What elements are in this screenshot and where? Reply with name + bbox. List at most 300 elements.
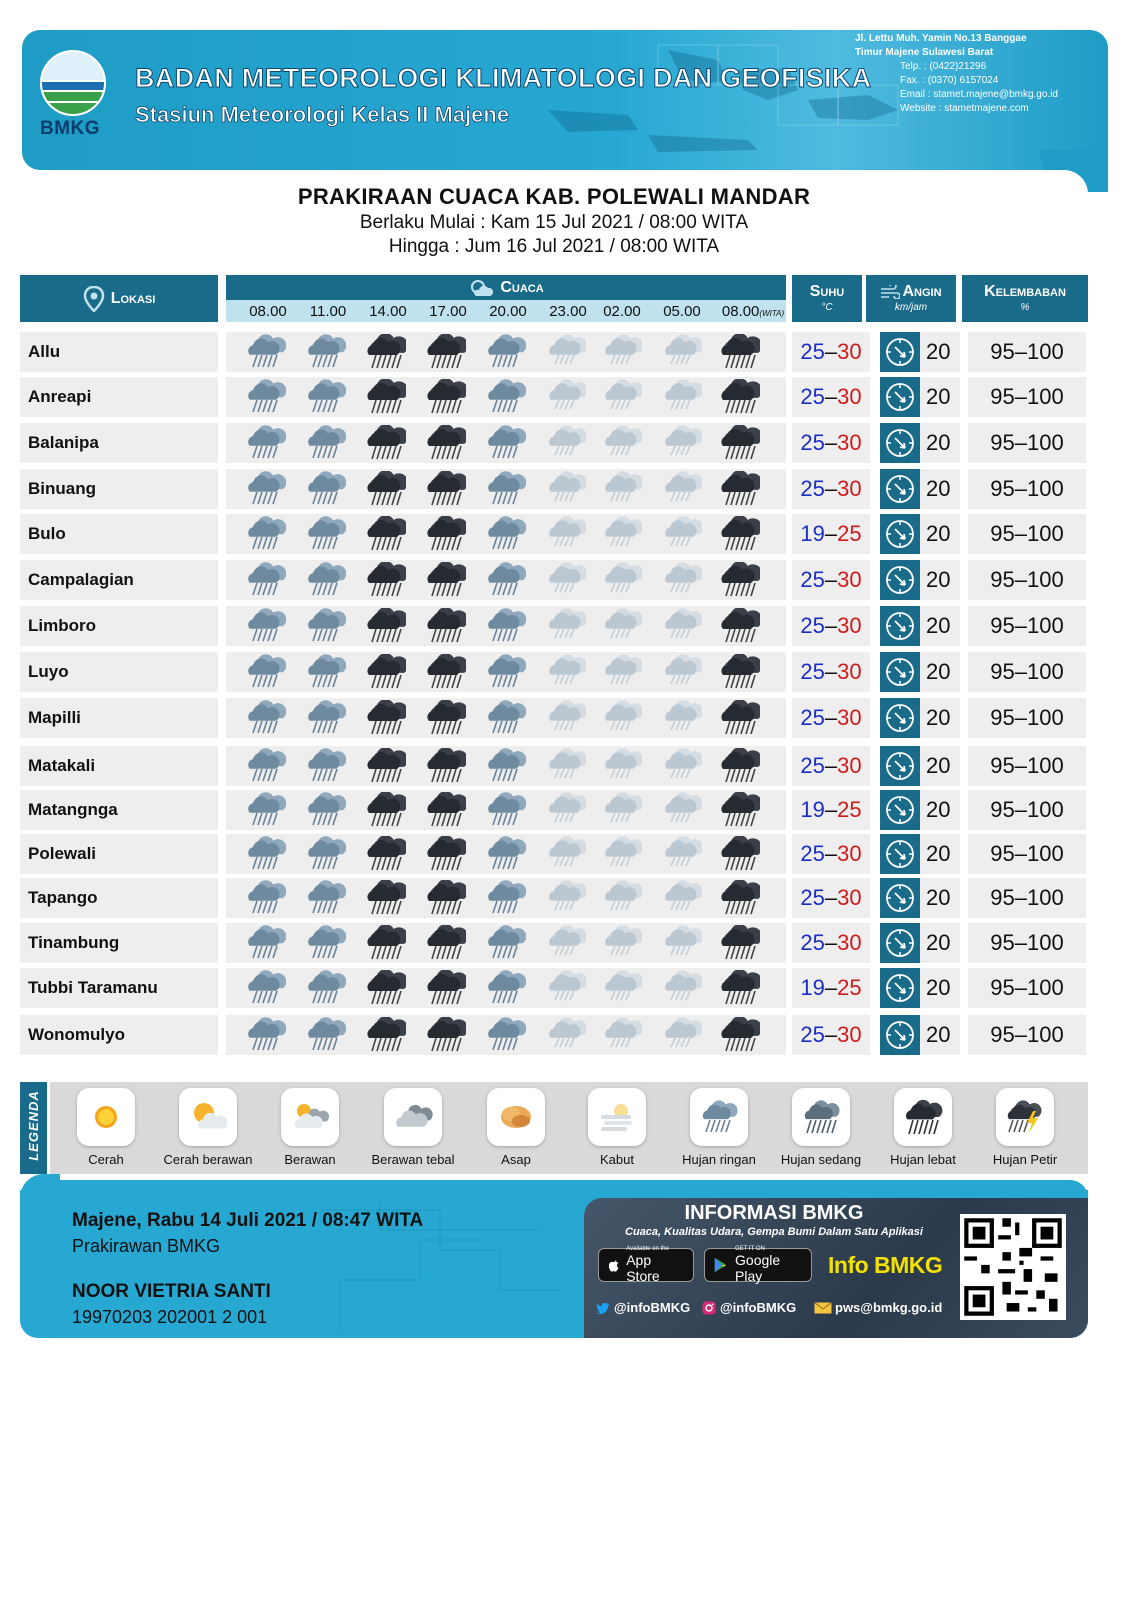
location-name: Luyo — [20, 652, 218, 692]
location-name: Binuang — [20, 469, 218, 509]
legend-item — [669, 1088, 769, 1167]
weather-hujan-ringan-icon — [306, 471, 346, 507]
table-row — [20, 514, 1110, 554]
weather-hujan-ringan-icon — [246, 700, 286, 736]
hujan-petir-icon — [996, 1088, 1054, 1146]
weather-hujan-lebat-icon — [720, 1017, 760, 1053]
wind-speed: 20 — [926, 476, 951, 501]
instagram-handle[interactable] — [702, 1300, 796, 1315]
weather-hujan-ringan-icon — [306, 654, 346, 690]
weather-berawan-gerimis-icon — [662, 925, 702, 961]
time-slot: 05.00 — [663, 303, 701, 320]
weather-berawan-gerimis-icon — [662, 425, 702, 461]
weather-hujan-ringan-icon — [246, 425, 286, 461]
valid-to: Hingga : Jum 16 Jul 2021 / 08:00 WITA — [388, 236, 720, 257]
time-slot: 11.00 — [309, 303, 347, 320]
legend-item — [260, 1088, 360, 1167]
weather-hujan-lebat-icon — [426, 562, 466, 598]
wind-speed: 20 — [926, 384, 951, 409]
address-line1: Jl. Lettu Muh. Yamin No.13 Banggae — [855, 33, 1027, 44]
weather-hujan-lebat-icon — [720, 700, 760, 736]
temp-separator: – — [824, 567, 838, 592]
wind-direction-icon — [880, 746, 920, 786]
weather-cells — [226, 560, 786, 600]
location-name: Campalagian — [20, 560, 218, 600]
temp-max: 30 — [837, 930, 862, 955]
weather-hujan-ringan-icon — [246, 471, 286, 507]
wind-speed: 20 — [926, 339, 951, 364]
column-header-lokasi — [20, 275, 218, 322]
weather-hujan-ringan-icon — [486, 425, 526, 461]
temp-separator: – — [824, 384, 838, 409]
wind-direction-icon — [880, 968, 920, 1008]
wind-speed: 20 — [926, 521, 951, 546]
weather-hujan-lebat-icon — [720, 379, 760, 415]
weather-hujan-ringan-icon — [306, 1017, 346, 1053]
weather-cells — [226, 968, 786, 1008]
qr-code[interactable] — [960, 1214, 1066, 1320]
weather-berawan-gerimis-icon — [602, 425, 642, 461]
weather-hujan-ringan-icon — [306, 792, 346, 828]
temperature-range — [792, 1015, 870, 1055]
location-name: Limboro — [20, 606, 218, 646]
weather-cells — [226, 834, 786, 874]
temp-max: 30 — [837, 430, 862, 455]
wind — [880, 652, 960, 692]
weather-hujan-lebat-icon — [366, 792, 406, 828]
weather-hujan-lebat-icon — [366, 379, 406, 415]
google-play-icon — [713, 1256, 729, 1274]
temp-separator: – — [824, 476, 838, 501]
temp-max: 25 — [837, 797, 862, 822]
temp-separator: – — [824, 930, 838, 955]
suhu-unit: °C — [821, 302, 833, 313]
temperature-range — [792, 560, 870, 600]
location-pin-icon — [83, 286, 105, 312]
weather-hujan-ringan-icon — [486, 471, 526, 507]
temp-min: 25 — [800, 1022, 825, 1047]
weather-berawan-gerimis-icon — [602, 970, 642, 1006]
temp-min: 19 — [800, 797, 825, 822]
table-row — [20, 606, 1110, 646]
weather-berawan-gerimis-icon — [662, 880, 702, 916]
humidity: 95–100 — [968, 332, 1086, 372]
temp-max: 30 — [837, 384, 862, 409]
forecaster-name: NOOR VIETRIA SANTI — [72, 1281, 271, 1302]
weather-berawan-gerimis-icon — [602, 925, 642, 961]
weather-hujan-ringan-icon — [246, 608, 286, 644]
weather-hujan-ringan-icon — [246, 516, 286, 552]
wind-direction-icon — [880, 469, 920, 509]
humidity: 95–100 — [968, 790, 1086, 830]
weather-hujan-lebat-icon — [366, 608, 406, 644]
weather-berawan-gerimis-icon — [546, 748, 586, 784]
weather-hujan-ringan-icon — [486, 562, 526, 598]
weather-cells — [226, 606, 786, 646]
temperature-range — [792, 968, 870, 1008]
weather-berawan-gerimis-icon — [662, 654, 702, 690]
table-row — [20, 790, 1110, 830]
weather-berawan-gerimis-icon — [546, 792, 586, 828]
temp-max: 30 — [837, 1022, 862, 1047]
weather-berawan-gerimis-icon — [662, 970, 702, 1006]
weather-berawan-gerimis-icon — [602, 608, 642, 644]
legend-item — [56, 1088, 156, 1167]
app-store-label: App Store — [626, 1252, 660, 1284]
table-row — [20, 834, 1110, 874]
bmkg-logo — [40, 50, 112, 142]
weather-hujan-ringan-icon — [246, 925, 286, 961]
weather-berawan-gerimis-icon — [662, 836, 702, 872]
info-title: INFORMASI BMKG — [684, 1202, 864, 1224]
weather-hujan-lebat-icon — [366, 925, 406, 961]
humidity: 95–100 — [968, 652, 1086, 692]
weather-hujan-ringan-icon — [306, 334, 346, 370]
wind-speed: 20 — [926, 1022, 951, 1047]
google-play-small: GET IT ON — [735, 1246, 765, 1252]
weather-berawan-gerimis-icon — [602, 562, 642, 598]
temp-min: 25 — [800, 659, 825, 684]
kabut-icon — [588, 1088, 646, 1146]
wind — [880, 923, 960, 963]
wind — [880, 790, 960, 830]
weather-berawan-gerimis-icon — [546, 970, 586, 1006]
location-name: Allu — [20, 332, 218, 372]
temperature-range — [792, 514, 870, 554]
temperature-range — [792, 377, 870, 417]
app-store-small: Available on the — [626, 1246, 669, 1252]
lokasi-label: Lokasi — [110, 289, 156, 307]
twitter-icon — [596, 1302, 610, 1314]
weather-hujan-ringan-icon — [486, 792, 526, 828]
location-name: Anreapi — [20, 377, 218, 417]
weather-hujan-lebat-icon — [366, 562, 406, 598]
temperature-range — [792, 746, 870, 786]
legend-label: Hujan Petir — [992, 1152, 1058, 1167]
wind-direction-icon — [880, 652, 920, 692]
wind-speed: 20 — [926, 885, 951, 910]
legend-label: Kabut — [600, 1152, 634, 1167]
weather-hujan-lebat-icon — [366, 700, 406, 736]
humidity: 95–100 — [968, 878, 1086, 918]
wind-direction-icon — [880, 377, 920, 417]
weather-hujan-ringan-icon — [306, 379, 346, 415]
weather-hujan-lebat-icon — [426, 700, 466, 736]
location-name: Matakali — [20, 746, 218, 786]
legend-label: Hujan lebat — [890, 1152, 956, 1167]
wind-direction-icon — [880, 923, 920, 963]
temperature-range — [792, 698, 870, 738]
weather-berawan-gerimis-icon — [602, 748, 642, 784]
wind — [880, 834, 960, 874]
weather-hujan-lebat-icon — [366, 516, 406, 552]
asap-icon — [487, 1088, 545, 1146]
weather-cells — [226, 332, 786, 372]
temp-min: 25 — [800, 841, 825, 866]
forecaster-nip: 19970203 202001 2 001 — [72, 1307, 268, 1327]
envelope-icon — [814, 1302, 832, 1314]
wind — [880, 1015, 960, 1055]
hujan-sedang-icon — [792, 1088, 850, 1146]
weather-hujan-lebat-icon — [366, 425, 406, 461]
humidity: 95–100 — [968, 698, 1086, 738]
legend-tag — [20, 1082, 50, 1174]
weather-cells — [226, 423, 786, 463]
table-row — [20, 923, 1110, 963]
temperature-range — [792, 834, 870, 874]
weather-berawan-gerimis-icon — [662, 792, 702, 828]
weather-hujan-lebat-icon — [426, 608, 466, 644]
wind — [880, 469, 960, 509]
angin-label: Angin — [902, 283, 942, 300]
info-email-text: pws@bmkg.go.id — [835, 1300, 943, 1315]
weather-hujan-ringan-icon — [246, 836, 286, 872]
humidity: 95–100 — [968, 469, 1086, 509]
temp-separator: – — [824, 975, 838, 1000]
website: Website : stametmajene.com — [900, 103, 1029, 114]
weather-hujan-lebat-icon — [426, 748, 466, 784]
weather-cells — [226, 923, 786, 963]
wind — [880, 698, 960, 738]
wind-direction-icon — [880, 423, 920, 463]
temp-separator: – — [824, 885, 838, 910]
weather-berawan-gerimis-icon — [602, 836, 642, 872]
weather-hujan-lebat-icon — [366, 334, 406, 370]
time-slot: 08.00 — [249, 303, 287, 320]
temperature-range — [792, 790, 870, 830]
weather-hujan-ringan-icon — [306, 562, 346, 598]
weather-cells — [226, 790, 786, 830]
temp-separator: – — [824, 753, 838, 778]
location-name: Matangnga — [20, 790, 218, 830]
map-decoration — [488, 40, 908, 160]
logo-text: BMKG — [40, 118, 101, 139]
org-name: BADAN METEOROLOGI KLIMATOLOGI DAN GEOFISIKA — [135, 63, 872, 93]
wind-direction-icon — [880, 514, 920, 554]
temp-min: 25 — [800, 430, 825, 455]
phone: Telp. : (0422)21296 — [900, 61, 987, 72]
weather-berawan-gerimis-icon — [602, 792, 642, 828]
legend-item — [158, 1088, 258, 1167]
temperature-range — [792, 332, 870, 372]
wind — [880, 514, 960, 554]
weather-hujan-ringan-icon — [486, 925, 526, 961]
apple-icon — [607, 1257, 620, 1273]
temp-max: 30 — [837, 841, 862, 866]
temp-max: 30 — [837, 659, 862, 684]
berawan-icon — [281, 1088, 339, 1146]
wind-direction-icon — [880, 560, 920, 600]
column-header-cuaca — [226, 275, 786, 300]
location-name: Polewali — [20, 834, 218, 874]
wind-speed: 20 — [926, 841, 951, 866]
legend-item — [466, 1088, 566, 1167]
weather-hujan-ringan-icon — [246, 379, 286, 415]
weather-hujan-lebat-icon — [720, 471, 760, 507]
legend-item — [771, 1088, 871, 1167]
weather-hujan-lebat-icon — [426, 471, 466, 507]
weather-berawan-gerimis-icon — [546, 562, 586, 598]
temp-separator: – — [824, 705, 838, 730]
weather-hujan-ringan-icon — [246, 1017, 286, 1053]
instagram-handle-text: @infoBMKG — [720, 1300, 797, 1315]
weather-cells — [226, 377, 786, 417]
weather-berawan-gerimis-icon — [546, 836, 586, 872]
table-row — [20, 746, 1110, 786]
temp-min: 25 — [800, 753, 825, 778]
legend-label: Berawan tebal — [371, 1152, 455, 1167]
bmkg-logo-emblem — [40, 50, 106, 116]
cerah-berawan-icon — [179, 1088, 237, 1146]
wind-direction-icon — [880, 834, 920, 874]
table-row — [20, 332, 1110, 372]
weather-hujan-ringan-icon — [486, 748, 526, 784]
wind-icon — [880, 285, 900, 299]
hujan-ringan-icon — [690, 1088, 748, 1146]
weather-berawan-gerimis-icon — [602, 379, 642, 415]
temp-separator: – — [824, 841, 838, 866]
wind-direction-icon — [880, 878, 920, 918]
weather-cells — [226, 514, 786, 554]
humidity: 95–100 — [968, 514, 1086, 554]
weather-hujan-lebat-icon — [426, 379, 466, 415]
twitter-handle[interactable] — [596, 1300, 690, 1315]
weather-berawan-gerimis-icon — [662, 334, 702, 370]
weather-hujan-lebat-icon — [426, 925, 466, 961]
wind-speed: 20 — [926, 753, 951, 778]
temp-min: 25 — [800, 567, 825, 592]
temp-max: 30 — [837, 705, 862, 730]
temp-max: 30 — [837, 753, 862, 778]
temp-separator: – — [824, 613, 838, 638]
location-name: Tapango — [20, 878, 218, 918]
weather-cells — [226, 878, 786, 918]
weather-berawan-gerimis-icon — [546, 608, 586, 644]
weather-hujan-ringan-icon — [246, 334, 286, 370]
app-store-button[interactable] — [598, 1248, 694, 1282]
instagram-icon — [702, 1301, 716, 1315]
weather-hujan-ringan-icon — [246, 654, 286, 690]
wind — [880, 332, 960, 372]
weather-berawan-gerimis-icon — [662, 562, 702, 598]
weather-hujan-lebat-icon — [426, 836, 466, 872]
wind-direction-icon — [880, 1015, 920, 1055]
time-zone-suffix: (WITA) — [759, 309, 785, 318]
time-slot-last — [718, 303, 788, 320]
temp-max: 30 — [837, 613, 862, 638]
weather-hujan-ringan-icon — [486, 379, 526, 415]
table-row — [20, 560, 1110, 600]
weather-hujan-lebat-icon — [426, 880, 466, 916]
weather-berawan-gerimis-icon — [602, 334, 642, 370]
title-block — [0, 184, 1108, 258]
column-header-angin — [866, 275, 956, 322]
weather-hujan-lebat-icon — [426, 792, 466, 828]
legend-label: Berawan — [284, 1152, 336, 1167]
weather-hujan-ringan-icon — [486, 654, 526, 690]
info-email[interactable] — [814, 1300, 942, 1315]
legend-item — [873, 1088, 973, 1167]
wind-direction-icon — [880, 606, 920, 646]
qr-code-graphic — [960, 1214, 1066, 1320]
weather-hujan-ringan-icon — [486, 334, 526, 370]
time-slot: 14.00 — [369, 303, 407, 320]
weather-berawan-gerimis-icon — [662, 379, 702, 415]
weather-berawan-gerimis-icon — [602, 516, 642, 552]
weather-hujan-lebat-icon — [366, 836, 406, 872]
contact-info — [855, 32, 1095, 116]
temperature-range — [792, 423, 870, 463]
temp-min: 25 — [800, 705, 825, 730]
valid-from: Berlaku Mulai : Kam 15 Jul 2021 / 08:00 WITA — [359, 212, 749, 233]
weather-hujan-ringan-icon — [486, 608, 526, 644]
weather-berawan-gerimis-icon — [602, 880, 642, 916]
weather-berawan-gerimis-icon — [546, 700, 586, 736]
temp-min: 25 — [800, 476, 825, 501]
wind — [880, 746, 960, 786]
weather-berawan-gerimis-icon — [602, 700, 642, 736]
weather-hujan-ringan-icon — [306, 748, 346, 784]
temp-separator: – — [824, 797, 838, 822]
location-name: Tinambung — [20, 923, 218, 963]
temp-max: 30 — [837, 567, 862, 592]
weather-hujan-ringan-icon — [306, 836, 346, 872]
temp-separator: – — [824, 659, 838, 684]
weather-hujan-ringan-icon — [306, 700, 346, 736]
angin-unit: km/jam — [894, 302, 928, 313]
temperature-range — [792, 606, 870, 646]
temp-max: 30 — [837, 476, 862, 501]
temperature-range — [792, 652, 870, 692]
weather-hujan-lebat-icon — [366, 970, 406, 1006]
weather-hujan-ringan-icon — [486, 1017, 526, 1053]
location-name: Tubbi Taramanu — [20, 968, 218, 1008]
time-slot: 02.00 — [603, 303, 641, 320]
temp-min: 25 — [800, 384, 825, 409]
legend-label: Hujan sedang — [780, 1152, 862, 1167]
weather-hujan-ringan-icon — [306, 516, 346, 552]
weather-hujan-lebat-icon — [720, 334, 760, 370]
wind — [880, 878, 960, 918]
wind — [880, 560, 960, 600]
suhu-label: Suhu — [809, 283, 845, 300]
weather-hujan-ringan-icon — [486, 970, 526, 1006]
humidity: 95–100 — [968, 377, 1086, 417]
weather-hujan-lebat-icon — [720, 880, 760, 916]
temp-max: 30 — [837, 885, 862, 910]
location-name: Wonomulyo — [20, 1015, 218, 1055]
temp-separator: – — [824, 339, 838, 364]
weather-hujan-lebat-icon — [366, 654, 406, 690]
temperature-range — [792, 469, 870, 509]
weather-berawan-gerimis-icon — [546, 925, 586, 961]
temperature-range — [792, 923, 870, 963]
email: Email : stamet.majene@bmkg.go.id — [900, 89, 1058, 100]
legend-item — [975, 1088, 1075, 1167]
google-play-button[interactable] — [704, 1248, 812, 1282]
weather-berawan-gerimis-icon — [602, 654, 642, 690]
info-subtitle: Cuaca, Kualitas Udara, Gempa Bumi Dalam Satu Aplikasi — [625, 1226, 923, 1238]
weather-cells — [226, 1015, 786, 1055]
legend-label: Cerah — [88, 1152, 124, 1167]
table-row — [20, 968, 1110, 1008]
berawan-tebal-icon — [384, 1088, 442, 1146]
weather-hujan-ringan-icon — [306, 880, 346, 916]
time-row — [226, 300, 786, 322]
weather-hujan-lebat-icon — [426, 1017, 466, 1053]
weather-hujan-ringan-icon — [486, 516, 526, 552]
humidity: 95–100 — [968, 606, 1086, 646]
